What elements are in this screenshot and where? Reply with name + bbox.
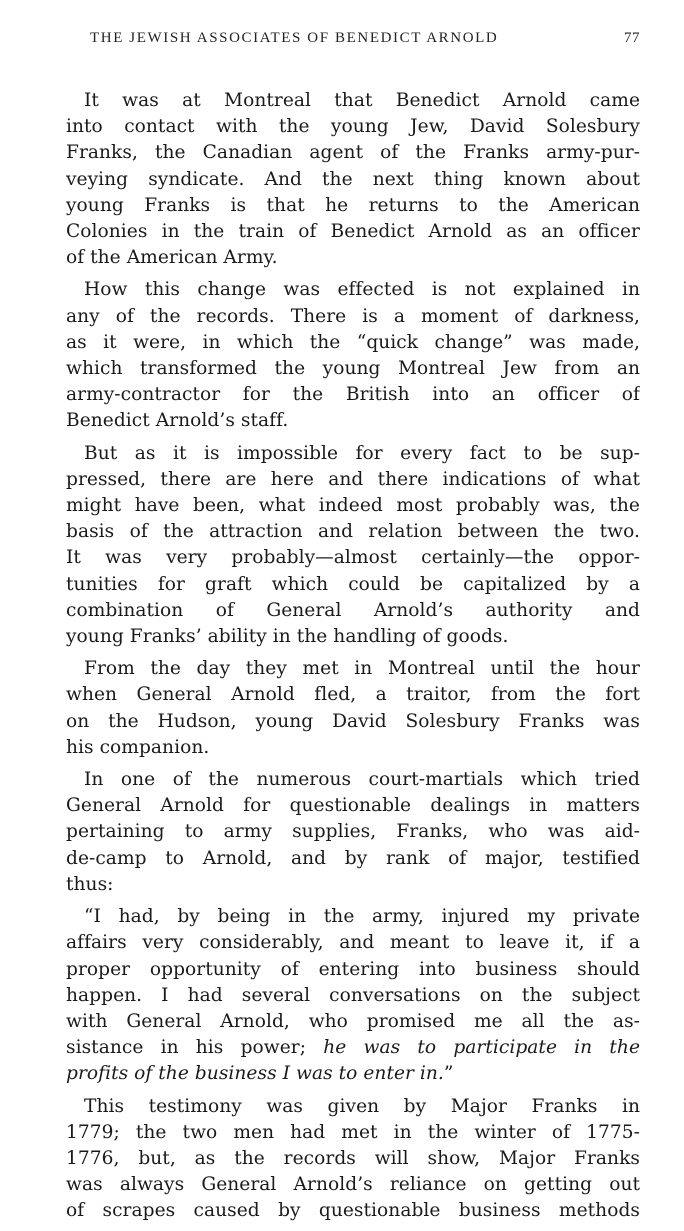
text-line: on the Hudson, young David Solesbury Franks was (66, 710, 640, 732)
text-line: combination of General Arnold’s authority and (66, 599, 640, 621)
text-line: was always General Arnold’s reliance on getting out (66, 1174, 640, 1196)
text-line: when General Arnold fled, a traitor, from the fort (66, 684, 640, 706)
body-text (66, 88, 640, 1231)
text-line: How this change was effected is not explained in (84, 279, 640, 301)
text-line: basis of the attraction and relation between the two. (66, 521, 640, 543)
text-line: army-contractor for the British into an officer of (66, 384, 640, 406)
text-line: of scrapes caused by questionable business methods (66, 1200, 640, 1222)
quote-line: happen. I had several conversations on the subject (66, 984, 640, 1006)
quote-italic-text: profits of the business I was to enter in. (66, 1063, 444, 1085)
text-line: thus: (66, 873, 114, 895)
testimony-quote (66, 904, 640, 1087)
text-line: de-camp to Arnold, and by rank of major, testified (66, 847, 640, 869)
text-line: From the day they met in Montreal until the hour (84, 658, 640, 680)
text-line: In one of the numerous court-martials which tried (84, 769, 640, 791)
text-line: young Franks’ ability in the handling of goods. (66, 626, 509, 648)
text-line: as it were, in which the “quick change” was made, (66, 331, 640, 353)
text-line: pressed, there are here and there indications of what (66, 468, 640, 490)
paragraph-change (66, 277, 640, 434)
paragraph-montreal (66, 88, 640, 271)
text-line: might have been, what indeed most probably was, the (66, 495, 640, 517)
text-line: pertaining to army supplies, Franks, who was aid- (66, 821, 640, 843)
text-line: into contact with the young Jew, David Solesbury (66, 116, 640, 138)
running-title: THE JEWISH ASSOCIATES OF BENEDICT ARNOLD (90, 30, 499, 46)
paragraph-court-martial (66, 767, 640, 898)
paragraph-graft (66, 441, 640, 651)
text-line: It was very probably—almost certainly—the oppor- (66, 547, 640, 569)
text-line: young Franks is that he returns to the American (66, 194, 640, 216)
text-line: 1779; the two men had met in the winter of 1775- (66, 1121, 640, 1143)
text-line: Franks, the Canadian agent of the Franks army-pur- (66, 142, 640, 164)
quote-close-mark: ” (443, 1063, 454, 1085)
text-line: But as it is impossible for every fact to be sup- (84, 442, 640, 464)
text-line: It was at Montreal that Benedict Arnold came (84, 90, 640, 111)
page-number: 77 (624, 30, 640, 46)
paragraph-testimony (66, 1094, 640, 1225)
text-line: of the American Army. (66, 247, 278, 269)
quote-line-final (66, 1061, 640, 1087)
text-line: any of the records. There is a moment of darkness, (66, 305, 640, 327)
paragraph-companion (66, 656, 640, 761)
text-line: which transformed the young Montreal Jew from an (66, 358, 640, 380)
text-line: his companion. (66, 736, 210, 758)
running-head (60, 30, 640, 52)
quote-line: proper opportunity of entering into business should (66, 958, 640, 980)
text-line: This testimony was given by Major Franks in (84, 1095, 640, 1117)
quote-line: “I had, by being in the army, injured my private (84, 906, 640, 928)
text-line: Benedict Arnold’s staff. (66, 410, 289, 432)
text-line: veying syndicate. And the next thing known about (66, 168, 640, 190)
text-line: General Arnold for questionable dealings in matters (66, 795, 640, 817)
quote-plain-text: sistance in his power; (66, 1037, 324, 1059)
quote-italic-text: he was to participate in the (323, 1037, 640, 1059)
text-line: tunities for graft which could be capitalized by a (66, 573, 640, 595)
quote-line: with General Arnold, who promised me all the as- (66, 1010, 640, 1032)
quote-line-mixed (66, 1035, 640, 1061)
text-line: Colonies in the train of Benedict Arnold as an officer (66, 221, 640, 243)
text-line: 1776, but, as the records will show, Major Franks (66, 1147, 640, 1169)
quote-line: affairs very considerably, and meant to leave it, if a (66, 932, 640, 954)
